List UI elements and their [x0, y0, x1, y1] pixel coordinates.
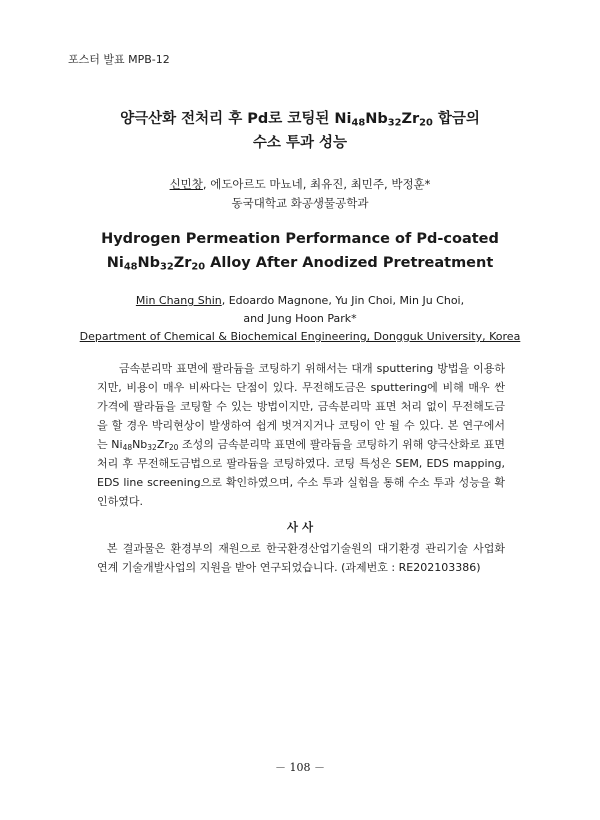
subscript: 20 [168, 442, 179, 452]
subscript: 32 [387, 117, 402, 129]
subscript: 20 [419, 117, 433, 129]
english-title-line2 [60, 251, 540, 275]
korean-author-list [60, 175, 540, 194]
korean-title [60, 107, 540, 155]
session-tag: 포스터 발표 MPB-12 [68, 53, 170, 66]
abstract-body [97, 359, 505, 511]
subscript: 32 [160, 261, 174, 273]
subscript: 48 [122, 442, 133, 452]
acknowledgement-heading: 사 사 [286, 520, 314, 534]
subscript: 20 [191, 261, 206, 273]
acknowledgement-body: 본 결과물은 환경부의 재원으로 한국환경산업기술원의 대기환경 관리기술 사업화 연계 기술개발사업의 지원을 받아 연구되었습니다. (과제번호 : RE202103386) [97, 542, 505, 574]
affiliation-ko: 동국대학교 화공생물공학과 [231, 196, 369, 210]
element-symbol: Nb [137, 255, 161, 271]
element-symbol: Ni [106, 255, 124, 271]
page-number: － 108 － [275, 761, 325, 774]
korean-title-part: 양극산화 전처리 후 Pd로 코팅된 Ni [120, 111, 352, 127]
element-symbol: Nb [132, 438, 148, 451]
subscript: 32 [147, 442, 157, 452]
affiliation-en: Department of Chemical & Biochemical Engineering, Dongguk University, Korea [79, 330, 521, 343]
korean-title-line2: 수소 투과 성능 [252, 135, 348, 151]
abstract-text: 조성의 금속분리막 표면에 팔라듐을 코팅하기 위해 양극산화로 표면 처리 후 무전해도금법으로 팔라듐을 코팅하였다. 코팅 특성은 SEM, EDS mapping, EDS line screening으로 확인하였으며, 수소 투과 실험을 통해 수소 투과 성능을 확인하였다. [97, 438, 506, 508]
coauthors-ko: , 에도아르도 마뇨네, 최유진, 최민주, 박정훈* [202, 177, 431, 191]
korean-authors [60, 175, 540, 213]
english-author-list [60, 292, 540, 310]
english-authors [60, 292, 540, 346]
subscript: 48 [123, 261, 138, 273]
english-title-line1: Hydrogen Permeation Performance of Pd-coated [101, 231, 499, 247]
english-author-list-line2: and Jung Hoon Park* [243, 312, 357, 325]
english-title [60, 227, 540, 275]
abstract-text: 금속분리막 표면에 팔라듐을 코팅하기 위해서는 대개 sputtering 방법을 이용하지만, 비용이 매우 비싸다는 단점이 있다. 무전해도금은 sputtering에 비해 매우 싼 가격에 팔라듐을 코팅할 수 있는 방법이지만, 금속분리막 표면 처리 없이 무전해도금을 할 경우 박리현상이 발생하여 쉽게 벗겨지거나 코팅이 안 될 수 있다. 본 연구에서는 [97, 362, 505, 451]
element-symbol: Zr [156, 438, 169, 451]
coauthors-en: , Edoardo Magnone, Yu Jin Choi, Min Ju Choi, [221, 294, 465, 307]
english-title-rest: Alloy After Anodized Pretreatment [205, 255, 494, 271]
element-symbol: Zr [173, 255, 192, 271]
korean-title-line1 [60, 107, 540, 131]
korean-title-part: Zr [401, 111, 420, 127]
korean-title-part: 합금의 [432, 111, 480, 127]
presenter-name-ko: 신민창 [169, 177, 203, 191]
korean-title-part: Nb [365, 111, 388, 127]
subscript: 48 [351, 117, 366, 129]
presenter-name-en: Min Chang Shin [135, 294, 222, 307]
element-symbol: Ni [111, 438, 123, 451]
